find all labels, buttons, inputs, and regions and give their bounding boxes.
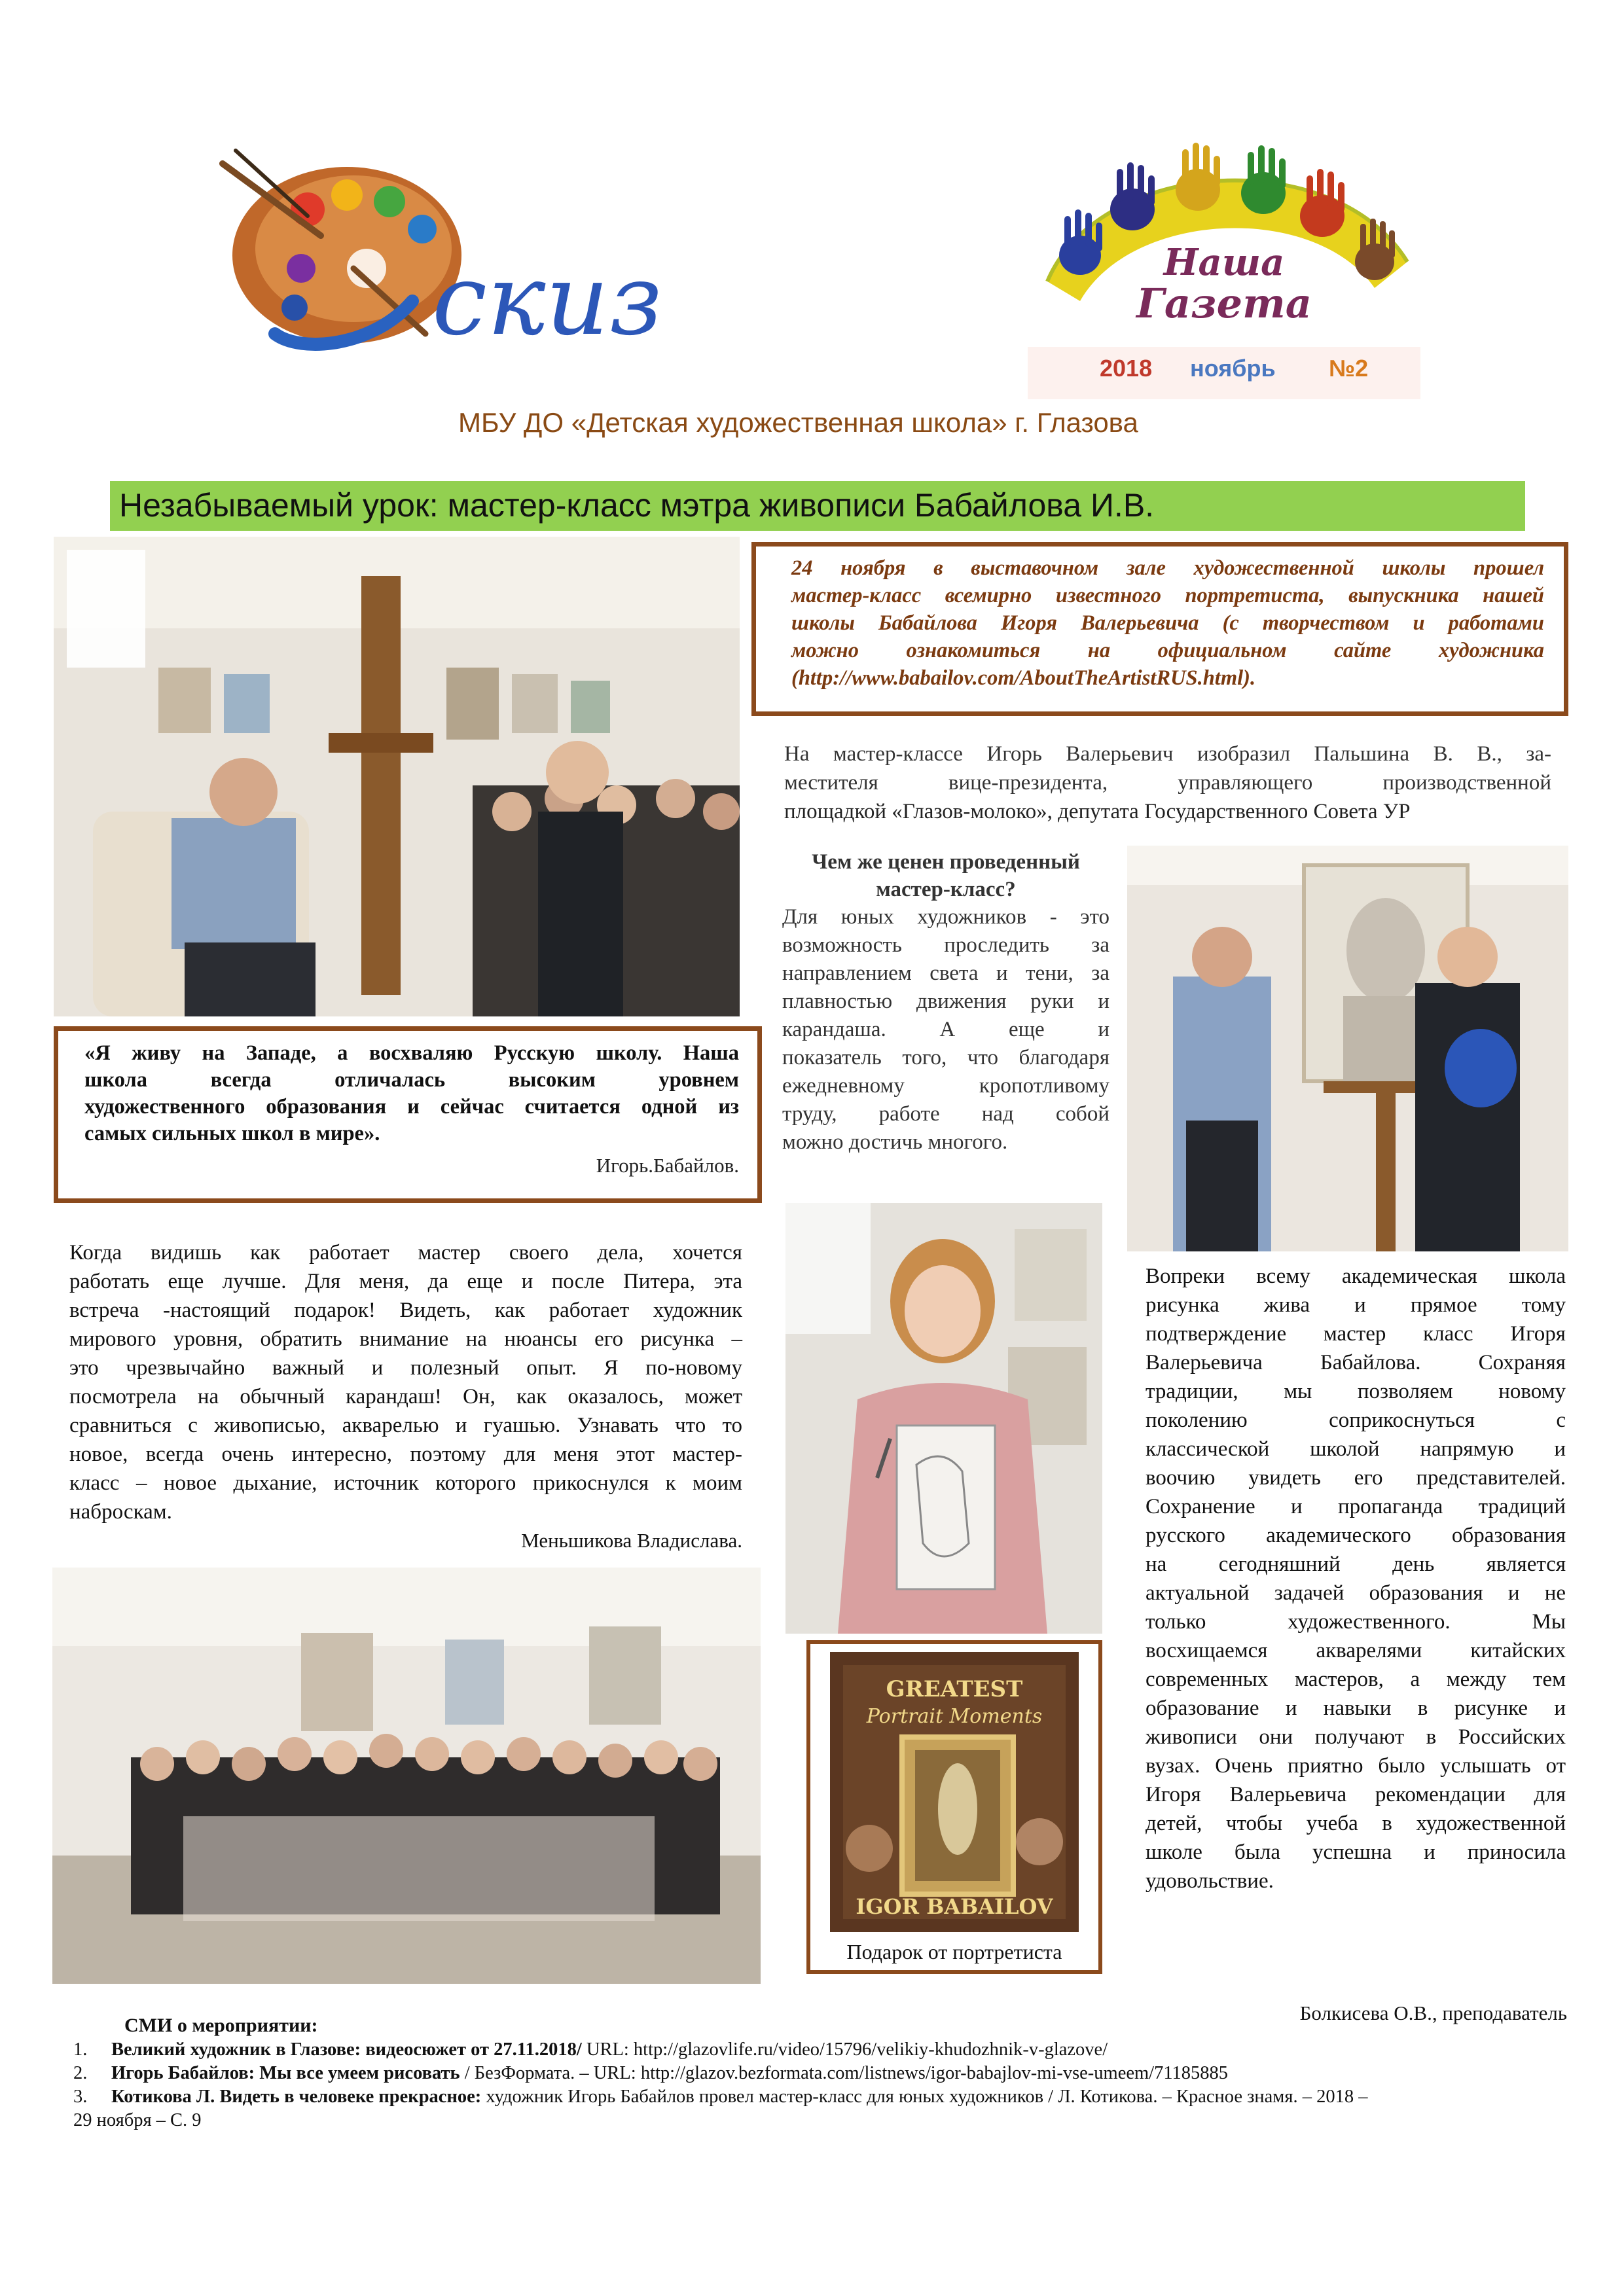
book-caption: Подарок от портретиста: [846, 1940, 1062, 1964]
text-line: Валерьевича Бабайлова. Сохраняя: [1146, 1351, 1566, 1374]
text-line: поколению соприкоснуться с: [1146, 1408, 1566, 1432]
source-item: [73, 2062, 1572, 2085]
source-title: Игорь Бабайлов: Мы все умеем рисовать: [111, 2063, 460, 2083]
text-line: только художественного. Мы: [1146, 1610, 1566, 1634]
student-review: [69, 1238, 742, 1552]
text-line: работать еще лучше. Для меня, да еще и после Питера, эта: [69, 1270, 742, 1293]
text-line: показатель того, что благодаря: [782, 1046, 1110, 1069]
source-continuation: 29 ноября – С. 9: [73, 2110, 202, 2130]
source-number: 1.: [73, 2039, 88, 2060]
photo-artist-and-portrait: [1127, 846, 1568, 1251]
text-line: Вопреки всему академическая школа: [1146, 1265, 1566, 1288]
text-line: класс – новое дыхание, источник которого прикоснулся к моим: [69, 1471, 742, 1495]
school-name: МБУ ДО «Детская художественная школа» г. Глазова: [458, 407, 1138, 438]
issue-month: ноябрь: [1190, 355, 1276, 382]
text-line: на сегодняшний день является: [1146, 1552, 1566, 1576]
text-line: удовольствие.: [1146, 1869, 1274, 1893]
intro-line: можно ознакомиться на официальном сайте художника: [791, 639, 1544, 662]
text-line: русского академического образования: [1146, 1524, 1566, 1547]
value-heading: Чем же ценен проведенный: [812, 850, 1080, 874]
book-cover: [830, 1652, 1079, 1932]
intro-line: мастер-класс всемирно известного портретиста, выпускника нашей: [791, 584, 1544, 607]
text-line: Когда видишь как работает мастер своего дела, хочется: [69, 1241, 742, 1265]
text-line: восхищаемся акварелями китайских: [1146, 1639, 1566, 1662]
text-line: посмотрела на обычный карандаш! Он, как оказалось, может: [69, 1385, 742, 1408]
text-line: возможность проследить за: [782, 933, 1110, 957]
text-line: актуальной задачей образования и не: [1146, 1581, 1566, 1605]
value-heading: мастер-класс?: [876, 878, 1016, 901]
book-frame: [806, 1640, 1102, 1974]
text-line: Сохранение и пропаганда традиций: [1146, 1495, 1566, 1518]
issue-year: 2018: [1100, 355, 1153, 382]
teacher-author: Болкисева О.В., преподаватель: [1299, 2001, 1567, 2024]
text-line: местителя вице-президента, управляющего производственной: [784, 771, 1551, 795]
photo-master-class-portrait: [54, 537, 740, 1016]
svg-text:скиз: скиз: [432, 243, 663, 357]
svg-text:IGOR BABAILOV: IGOR BABAILOV: [856, 1894, 1053, 1919]
text-line: новое, всегда очень интересно, поэтому для меня этот мастер-: [69, 1443, 742, 1466]
quote-box: [54, 1026, 762, 1203]
text-line: можно достичь многого.: [782, 1130, 1008, 1154]
intro-box: [751, 542, 1568, 716]
svg-text:Portrait Moments: Portrait Moments: [866, 1705, 1043, 1728]
paragraph-portrait-subject: [784, 740, 1551, 826]
text-line: наброскам.: [69, 1500, 172, 1524]
source-title: Котикова Л. Видеть в человеке прекрасное:: [111, 2087, 482, 2107]
palette-logo-icon: [196, 137, 720, 373]
text-line: это чрезвычайно важный и полезный опыт. Я по-новому: [69, 1356, 742, 1380]
photo-group: [52, 1568, 761, 1984]
text-line: ежедневному кропотливому: [782, 1074, 1110, 1098]
value-section: [782, 848, 1110, 1157]
intro-line: школы Бабайлова Игоря Валерьевича (с творчеством и работами: [791, 611, 1544, 635]
text-line: живописи они получают в Российских: [1146, 1725, 1566, 1749]
source-title: Великий художник в Глазове: видеосюжет от 27.11.2018/: [111, 2039, 582, 2060]
text-line: сравниться с живописью, акварелью и гуашью. Узнавать что то: [69, 1414, 742, 1437]
source-item: [73, 2038, 1572, 2062]
quote-line: «Я живу на Западе, а восхваляю Русскую школу. Наша: [84, 1041, 739, 1065]
text-line: вузах. Очень приятно было услышать от: [1146, 1754, 1566, 1778]
text-line: классической школой напрямую и: [1146, 1437, 1566, 1461]
intro-line: 24 ноября в выставочном зале художественной школы прошел: [791, 556, 1544, 580]
text-line: карандаша. А еще и: [782, 1018, 1110, 1041]
text-line: мирового уровня, обратить внимание на нюансы его рисунка –: [69, 1327, 742, 1351]
quote-line: самых сильных школ в мире».: [84, 1122, 380, 1145]
teacher-column: [1146, 1262, 1566, 1895]
quote-line: школа всегда отличалась высоким уровнем: [84, 1068, 739, 1092]
source-item: [73, 2085, 1572, 2109]
intro-line: (http://www.babailov.com/AboutTheArtistRUS.html).: [791, 666, 1256, 690]
source-number: 3.: [73, 2087, 88, 2107]
text-line: традиции, мы позволяем новому: [1146, 1380, 1566, 1403]
review-author: Меньшикова Владислава.: [521, 1529, 742, 1552]
photo-student-with-sketch: [785, 1203, 1102, 1634]
svg-text:GREATEST: GREATEST: [886, 1676, 1023, 1702]
text-line: школе была успешна и приносила: [1146, 1840, 1566, 1864]
source-link[interactable]: / БезФормата. – URL: http://glazov.bezformata.com/listnews/igor-babajlov-mi-vse-umeem/71185885: [460, 2063, 1229, 2083]
text-line: труду, работе над собой: [782, 1102, 1110, 1126]
text-line: Игоря Валерьевича рекомендации для: [1146, 1783, 1566, 1806]
text-line: воочию увидеть его представителей.: [1146, 1466, 1566, 1490]
source-text: художник Игорь Бабайлов провел мастер-класс для юных художников / Л. Котикова. – Красное знамя. – 2018 –: [481, 2087, 1368, 2107]
issue-number: №2: [1329, 355, 1369, 382]
source-link[interactable]: URL: http://glazovlife.ru/video/15796/velikiy-khudozhnik-v-glazove/: [581, 2039, 1108, 2060]
school-logo: [196, 137, 720, 373]
text-line: встреча -настоящий подарок! Видеть, как работает художник: [69, 1299, 742, 1322]
text-line: На мастер-классе Игорь Валерьевич изобразил Пальшина В. В., за-: [784, 742, 1551, 766]
text-line: рисунка жива и прямое тому: [1146, 1293, 1566, 1317]
quote-line: художественного образования и сейчас считается одной из: [84, 1095, 739, 1119]
text-line: образование и навыки в рисунке и: [1146, 1696, 1566, 1720]
text-line: современных мастеров, а между тем: [1146, 1668, 1566, 1691]
text-line: детей, чтобы учеба в художественной: [1146, 1812, 1566, 1835]
quote-author: Игорь.Бабайлов.: [596, 1154, 739, 1177]
source-number: 2.: [73, 2063, 88, 2083]
sources-heading: СМИ о мероприятии:: [124, 2015, 318, 2036]
svg-text:Наша: Наша: [1163, 241, 1285, 284]
text-line: Для юных художников - это: [782, 905, 1110, 929]
sources-list: [73, 2038, 1572, 2132]
page-headline: Незабываемый урок: мастер-класс мэтра живописи Бабайлова И.В.: [110, 481, 1525, 531]
text-line: подтверждение мастер класс Игоря: [1146, 1322, 1566, 1346]
text-line: площадкой «Глазов-молоко», депутата Государственного Совета УР: [784, 800, 1411, 823]
text-line: направлением света и тени, за: [782, 961, 1110, 985]
text-line: плавностью движения руки и: [782, 990, 1110, 1013]
svg-text:Газета: Газета: [1136, 279, 1312, 327]
